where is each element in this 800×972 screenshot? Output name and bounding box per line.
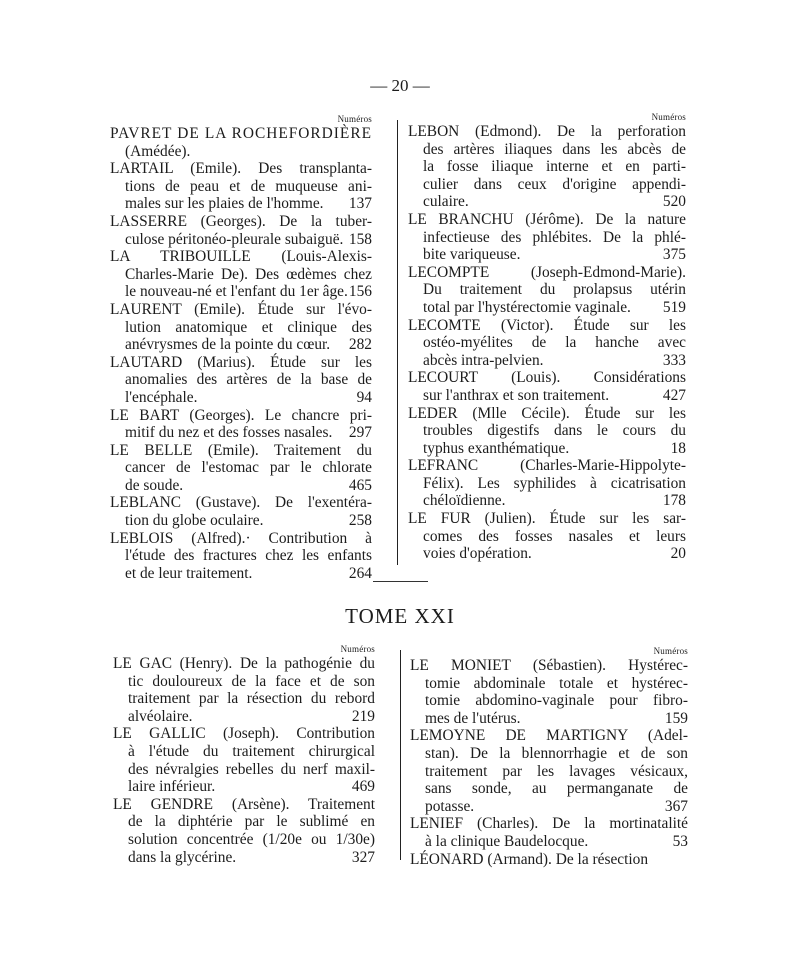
numeros-header: Numéros — [653, 646, 688, 656]
entry-text: (Amédée). — [125, 142, 191, 160]
entry-number: 53 — [672, 832, 688, 850]
entry-text: anévrysmes de la pointe du cœur. — [125, 336, 331, 354]
entry-number: 327 — [351, 848, 375, 866]
index-entry — [410, 727, 688, 815]
entry-heading: LE FUR (Julien). Étude sur les sar- — [408, 510, 686, 528]
entry-text: tomie abdominale totale et hystérec- — [425, 674, 688, 692]
entry-number: 465 — [348, 476, 372, 494]
bottom-right-column — [410, 645, 688, 868]
section-divider — [373, 581, 428, 582]
entry-heading: LEFRANC (Charles-Marie-Hippolyte- — [408, 457, 686, 475]
entry-text: et de leur traitement. — [125, 564, 253, 582]
entry-heading: LECOMPTE (Joseph-Edmond-Marie). — [408, 263, 686, 281]
entry-text: l'étude des fractures chez les enfants — [125, 547, 372, 565]
entry-text: voies d'opération. — [423, 545, 532, 563]
index-entry — [408, 405, 686, 458]
index-entry — [110, 407, 372, 442]
entry-heading: LASSERRE (Georges). De la tuber- — [110, 212, 372, 230]
index-entry — [113, 796, 375, 866]
bottom-left-column — [113, 643, 375, 866]
page-number: — 20 — — [370, 76, 430, 95]
entry-text: Félix). Les syphilides à cicatrisation — [423, 474, 686, 492]
index-entry — [408, 264, 686, 317]
entry-number: 158 — [348, 230, 372, 248]
entry-heading: LE GALLIC (Joseph). Contribution — [113, 725, 375, 743]
entry-number: 219 — [351, 707, 375, 725]
entry-text: anomalies des artères de la base de — [125, 371, 372, 389]
entry-text: culier dans ceux d'origine appendi- — [423, 175, 686, 193]
entry-number: 20 — [670, 545, 686, 563]
entry-text: tomie abdomino-vaginale pour fibro- — [425, 692, 688, 710]
index-entry — [110, 530, 372, 583]
entry-number: 264 — [348, 564, 372, 582]
index-entry — [110, 213, 372, 248]
entry-text: traitement par les lavages vésicaux, — [425, 762, 688, 780]
entry-text: total par l'hystérectomie vaginale. — [423, 298, 631, 316]
index-entry — [113, 725, 375, 795]
entry-heading: LÉONARD (Armand). De la résection — [410, 850, 649, 868]
top-left-column — [110, 113, 372, 582]
numeros-header: Numéros — [651, 112, 686, 122]
entry-number: 427 — [662, 386, 686, 404]
entry-text: infectieuse des phlébites. De la phlé- — [423, 228, 686, 246]
entry-heading: LE BELLE (Emile). Traitement du — [110, 441, 372, 459]
entry-text: traitement par la résection du rebord — [128, 690, 375, 708]
entry-text: mes de l'utérus. — [425, 709, 521, 727]
index-entry — [113, 655, 375, 725]
index-entry — [410, 851, 688, 869]
entry-number: 519 — [662, 298, 686, 316]
entry-heading: LEDER (Mlle Cécile). Étude sur les — [408, 404, 686, 422]
index-entry — [408, 123, 686, 211]
entry-text: typhus exanthématique. — [423, 439, 570, 457]
entry-heading: LE GENDRE (Arsène). Traitement — [113, 795, 375, 813]
entry-heading: LE BRANCHU (Jérôme). De la nature — [408, 210, 686, 228]
entry-heading: LAURENT (Emile). Étude sur l'évo- — [110, 300, 372, 318]
index-entry — [110, 160, 372, 213]
index-entry — [408, 369, 686, 404]
entry-text: sans sonde, au permanganate de — [425, 780, 688, 798]
entry-list — [410, 657, 688, 868]
entry-text: ostéo-myélites de la hanche avec — [423, 334, 686, 352]
entry-heading: LEMOYNE DE MARTIGNY (Adel- — [410, 727, 688, 745]
entry-text: cancer de l'estomac par le chlorate — [125, 459, 372, 477]
entry-text: tion du globe oculaire. — [125, 512, 264, 530]
entry-number: 178 — [662, 492, 686, 510]
entry-text: lution anatomique et clinique des — [125, 318, 372, 336]
section-title: TOME XXI — [345, 604, 455, 628]
entry-text: stan). De la blennorrhagie et de son — [425, 744, 688, 762]
numeros-header: Numéros — [340, 644, 375, 654]
entry-heading: LE MONIET (Sébastien). Hystérec- — [410, 657, 688, 674]
entry-text: de soude. — [125, 476, 184, 494]
index-entry — [408, 317, 686, 370]
entry-text: troubles digestifs dans le cours du — [423, 422, 686, 440]
entry-number: 297 — [348, 424, 372, 442]
entry-heading: PAVRET DE LA ROCHEFORDIÈRE — [110, 125, 372, 142]
entry-text: abcès intra-pelvien. — [423, 351, 544, 369]
column-divider — [397, 120, 398, 565]
numeros-header: Numéros — [337, 114, 372, 124]
entry-number: 520 — [662, 193, 686, 211]
index-entry — [408, 510, 686, 563]
entry-text: Du traitement du prolapsus utérin — [423, 281, 686, 299]
entry-text: culaire. — [423, 193, 469, 211]
entry-number: 137 — [348, 195, 372, 213]
entry-text: de la diphtérie par le sublimé en — [128, 813, 375, 831]
entry-number: 18 — [670, 439, 686, 457]
entry-text: alvéolaire. — [128, 707, 193, 725]
index-entry — [408, 457, 686, 510]
entry-text: dans la glycérine. — [128, 848, 237, 866]
entry-text: des artères iliaques dans les abcès de — [423, 140, 686, 158]
entry-text: la fosse iliaque interne et en parti- — [423, 158, 686, 176]
entry-heading: LEBON (Edmond). De la perforation — [408, 123, 686, 140]
entry-text: tic douloureux de la face et de son — [128, 672, 375, 690]
index-entry — [410, 815, 688, 850]
entry-list — [110, 125, 372, 582]
entry-text: laire inférieur. — [128, 778, 216, 796]
index-entry — [110, 301, 372, 354]
entry-heading: LE BART (Georges). Le chancre pri- — [110, 406, 372, 424]
entry-number: 159 — [664, 709, 688, 727]
entry-heading: LECOURT (Louis). Considérations — [408, 369, 686, 387]
entry-number: 367 — [664, 797, 688, 815]
entry-number: 258 — [348, 512, 372, 530]
entry-heading: LENIEF (Charles). De la mortinatalité — [410, 815, 688, 833]
entry-number: 94 — [356, 388, 372, 406]
entry-text: le nouveau-né et l'enfant du 1er âge. — [125, 283, 348, 301]
index-entry — [110, 248, 372, 301]
index-entry — [408, 211, 686, 264]
entry-text: l'encéphale. — [125, 388, 198, 406]
entry-text: sur l'anthrax et son traitement. — [423, 386, 610, 404]
entry-text: comes des fosses nasales et leurs — [423, 527, 686, 545]
entry-number: 282 — [348, 336, 372, 354]
entry-text: males sur les plaies de l'homme. — [125, 195, 324, 213]
entry-heading: LEBLANC (Gustave). De l'exentéra- — [110, 494, 372, 512]
entry-heading: LECOMTE (Victor). Étude sur les — [408, 316, 686, 334]
entry-heading: LA TRIBOUILLE (Louis-Alexis- — [110, 248, 372, 266]
index-entry — [110, 354, 372, 407]
entry-text: bite variqueuse. — [423, 246, 521, 264]
entry-number: 333 — [662, 351, 686, 369]
entry-number: 375 — [662, 246, 686, 264]
entry-heading: LARTAIL (Emile). Des transplanta- — [110, 160, 372, 178]
index-entry — [110, 125, 372, 160]
entry-text: à l'étude du traitement chirurgical — [128, 742, 375, 760]
entry-text: mitif du nez et des fosses nasales. — [125, 424, 333, 442]
entry-text: solution concentrée (1/20e ou 1/30e) — [128, 830, 375, 848]
entry-list — [408, 123, 686, 563]
column-divider — [400, 650, 401, 860]
top-right-column — [408, 111, 686, 563]
entry-text: des névralgies rebelles du nerf maxil- — [128, 760, 375, 778]
entry-heading: LAUTARD (Marius). Étude sur les — [110, 353, 372, 371]
entry-text: culose péritonéo-pleurale subaiguë. — [125, 230, 344, 248]
index-entry — [410, 657, 688, 727]
entry-text: potasse. — [425, 797, 475, 815]
entry-list — [113, 655, 375, 866]
entry-text: Charles-Marie De). Des œdèmes chez — [125, 265, 372, 283]
entry-number: 156 — [348, 283, 372, 301]
entry-heading: LEBLOIS (Alfred).· Contribution à — [110, 529, 372, 547]
entry-text: tions de peau et de muqueuse ani- — [125, 177, 372, 195]
entry-text: à la clinique Baudelocque. — [425, 832, 589, 850]
entry-number: 469 — [351, 778, 375, 796]
entry-text: chéloïdienne. — [423, 492, 506, 510]
index-entry — [110, 494, 372, 529]
entry-heading: LE GAC (Henry). De la pathogénie du — [113, 655, 375, 672]
index-entry — [110, 442, 372, 495]
